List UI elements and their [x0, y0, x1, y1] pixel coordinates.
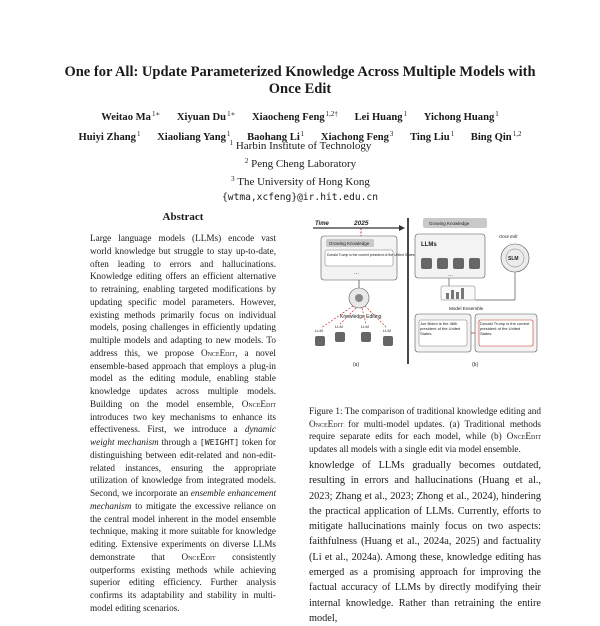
ellipsis-a: ...: [354, 270, 360, 276]
author-name: Ting Liu: [410, 132, 450, 143]
time-label: Time: [315, 221, 329, 227]
author-name: Yichong Huang: [423, 112, 495, 123]
llm-icon: [453, 258, 464, 269]
abstract-text: Large language models (LLMs) encode vast world knowledge but struggle to stay up-to-date, often leading to errors and hallucinations. Knowledge editing offers an efficient alternative to retraining, enabling targeted modifications by updating specific model parameters. However, existing methods primarily focus on individual models, posing challenges in efficiently updating multiple models and adapting to new models. To address this, we propose OnceEdit, a novel ensemble-based approach that employs a plug-in model as the editing module, enabling stable knowledge updates across multiple models. Building on the model ensemble, OnceEdit introduces two key mechanisms to enhance its effectiveness. First, we introduce a dynamic weight mechanism through a [WEIGHT] token for distinguishing between edit-related and non-edit-related instances, ensuring the appropriate utilization of knowledge from integrated models. Second, we incorporate an ensemble enhancement mechanism to mitigate the excessive reliance on the central model inherent in the model ensemble technique, making it more suitable for knowledge editing. Extensive experiments on diverse LLMs demonstrate that OnceEdit consistently outperforms existing methods while achieving superior editing efficiency. Further analysis confirms its adaptability and stability in multi-model editing scenarios.: [90, 233, 277, 613]
affiliation-list: [100, 136, 500, 205]
contact-email: {wtma,xcfeng}@ir.hit.edu.cn: [222, 192, 378, 203]
author-affiliation-mark: 3: [389, 130, 394, 138]
llm-icon: [469, 258, 480, 269]
editing-hub-core: [355, 294, 363, 302]
author-affiliation-mark: 1∗: [227, 110, 236, 118]
method-name: OnceEdit: [506, 431, 541, 442]
new-fact-text-wrap: [480, 321, 532, 345]
ensemble-bar: [451, 290, 454, 299]
weight-token: [WEIGHT]: [199, 437, 240, 447]
method-name: OnceEdit: [309, 418, 344, 429]
llm-icon: [315, 336, 325, 346]
author: [177, 106, 235, 126]
affiliation: $^2$ Peng Cheng Laboratory: [244, 157, 357, 170]
llm-icon: [335, 332, 345, 342]
figure-1: [309, 214, 541, 376]
model-ensemble-label: Model Ensemble: [449, 306, 484, 311]
llm-icon: [437, 258, 448, 269]
author: [424, 106, 499, 126]
method-name: OnceEdit: [200, 347, 236, 358]
figure-1-diagram: [309, 214, 541, 376]
knowledge-editing-label: Knowledge Editing: [340, 314, 382, 320]
llm-icon: [383, 336, 393, 346]
author-name: Xiachong Feng: [320, 132, 389, 143]
llm-label: LLM: [361, 324, 369, 329]
once-edit-label: Once Edit: [499, 234, 518, 239]
intro-paragraph: knowledge of LLMs gradually becomes outdated, resulting in errors and hallucinations (Huang et al., 2023; Zhang et al., 2023; Zhong et al., 2024), hindering the practical application of LLMs. Currently, efforts to mitigate hallucinations mainly focus on two aspects: faithfulness (Huang et al., 2024a, 2025) and factuality (Li et al., 2024a). Among these, knowledge editing has emerged as a promising approach for improving the factual accuracy of LLMs by directly modifying their internal knowledge. Rather than retraining the entire model,: [309, 460, 541, 624]
author-name: Xiyuan Du: [176, 112, 227, 123]
old-fact-text-wrap: [420, 321, 466, 345]
author-affiliation-mark: 1,2: [512, 130, 522, 138]
affiliation: $^1$ Harbin Institute of Technology: [229, 139, 372, 152]
timeline-arrow: [399, 225, 405, 231]
author-name: Weitao Ma: [101, 112, 151, 123]
method-name: OnceEdit: [181, 551, 216, 562]
author-name: Lei Huang: [354, 112, 403, 123]
growing-knowledge-label-b: Growing Knowledge: [429, 221, 470, 226]
ellipsis-b: ...: [448, 272, 454, 278]
author-affiliation-mark: 1,2†: [325, 110, 338, 118]
growing-knowledge-label-a: Growing Knowledge: [329, 241, 370, 246]
new-fact-text: Donald Trump is the current president of the United States.: [480, 321, 530, 336]
author-name: Huiyi Zhang: [78, 132, 136, 143]
panel-a-label: (a): [353, 362, 360, 368]
author: [101, 106, 160, 126]
author-affiliation-mark: 1: [226, 130, 231, 138]
author-name: Bing Qin: [470, 132, 512, 143]
slm-label: SLM: [508, 256, 519, 262]
ensemble-bar: [446, 293, 449, 299]
fact-text-a: Donald Trump is the current president of the United States.: [327, 253, 416, 257]
author-affiliation-mark: 1: [136, 130, 141, 138]
author: [252, 106, 338, 126]
llm-icons-a: [315, 332, 393, 346]
author-name: Baohang Li: [247, 132, 300, 143]
author-affiliation-mark: 1: [495, 110, 499, 118]
llm-icon: [361, 332, 371, 342]
author-affiliation-mark: 1: [450, 130, 455, 138]
llm-label: LLM: [335, 324, 343, 329]
author-name: Xiaocheng Feng: [251, 112, 325, 123]
author-name: Xiaoliang Yang: [157, 132, 226, 143]
author-affiliation-mark: 1: [403, 110, 408, 118]
ensemble-bar: [456, 292, 459, 299]
year-label: 2025: [354, 220, 369, 227]
paper-title: One for All: Update Parameterized Knowledge Across Multiple Models with Once Edit: [64, 64, 536, 97]
panel-b-label: (b): [472, 362, 479, 368]
llm-icon: [421, 258, 432, 269]
llm-label: LLM: [383, 328, 391, 333]
figure-caption: Figure 1: The comparison of traditional knowledge editing and OnceEdit for multi-model updates. (a) Traditional methods require separate edits for each model, while (b) OnceEdit updates all models with a single edit via model ensemble.: [309, 406, 541, 454]
old-fact-text: Joe Biden is the 46th president of the United States.: [420, 321, 461, 336]
affiliation: $^3$ The University of Hong Kong: [231, 175, 370, 188]
abstract-heading: Abstract: [162, 211, 204, 223]
author-affiliation-mark: 1: [300, 130, 305, 138]
author: [355, 106, 407, 126]
ensemble-bar: [461, 288, 464, 299]
method-name: OnceEdit: [241, 398, 276, 409]
llms-label: LLMs: [421, 242, 437, 248]
llm-label: LLM: [315, 328, 323, 333]
author-affiliation-mark: 1∗: [151, 110, 161, 118]
